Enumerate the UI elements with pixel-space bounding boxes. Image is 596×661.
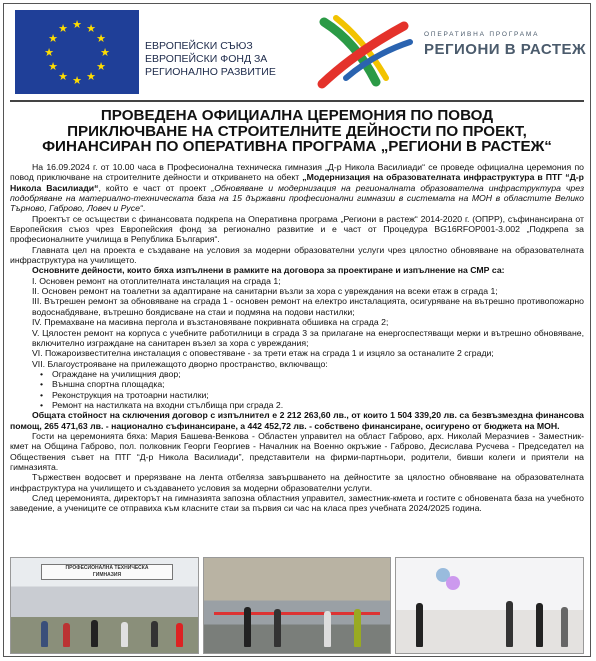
svg-text:★: ★ <box>96 60 106 73</box>
program-logo-text <box>424 31 586 58</box>
bullet-item: • Ограждане на училищния двор; <box>10 369 584 379</box>
person-figure <box>151 621 158 647</box>
person-figure <box>561 607 568 647</box>
object-name: „Модернизация на образователната инфраструктура в ПТГ “Д-р Никола Василиади“ <box>10 172 584 193</box>
svg-text:★: ★ <box>58 22 68 35</box>
eu-fund-label <box>145 40 276 79</box>
sign-line-2: ГИМНАЗИЯ <box>92 572 122 578</box>
regions-in-growth-logo-icon <box>316 12 416 92</box>
person-figure <box>324 611 331 647</box>
eu-line-1: ЕВРОПЕЙСКИ СЪЮЗ <box>145 40 253 52</box>
article-title <box>10 108 584 155</box>
program-name: РЕГИОНИ В РАСТЕЖ <box>424 41 587 58</box>
school-sign <box>41 564 173 580</box>
svg-text:★: ★ <box>44 46 54 59</box>
person-figure <box>41 621 48 647</box>
title-line-3: ФИНАНСИРАН ПО ОПЕРАТИВНА ПРОГРАМА „РЕГИОНИ В РАСТЕЖ“ <box>42 138 552 155</box>
classroom-photo <box>395 557 584 654</box>
balloon <box>446 576 460 590</box>
activity-item: III. Вътрешен ремонт за обновяване на сграда 1 - основен ремонт на електро инсталацията, осигуряване на вътрешно противопожарно водоснабдяване, вътрешно боядисване на стаи и подмяна на подови настилки; <box>32 296 584 317</box>
total-cost-paragraph: Общата стойност на сключения договор с изпълнител е 2 212 263,60 лв., от които 1 504 339,20 лв. са безвъзмездна финансова помощ, 265 471,63 лв. - национално съфинансиране, а 442 452,72 лв. - собствено финансиране, осигурено от бюджета на МОН. <box>10 410 584 431</box>
bullet-item: • Реконструкция на тротоарни настилки; <box>10 390 584 400</box>
program-subtitle: ОПЕРАТИВНА ПРОГРАМА <box>424 31 540 38</box>
paragraph-guests: Гости на церемонията бяха: Мария Башева-Венкова - Областен управител на област Габрово, арх. Николай Меразчиев - Заместник-кмет на Община Габрово, пол. полковник Георги Георгиев - Началник на Военно окръжие - Габрово, Десислава Русчева - Председател на Обществения съвет на ПТГ “Д-р Никола Василиади”, представители на фирми-партньори, родители, бивши колеги и приятели на гимназията. <box>10 430 584 472</box>
bullet-item: • Ремонт на настилката на входни стълбища при сграда 2. <box>10 400 584 410</box>
person-figure <box>176 623 183 647</box>
activity-item: IV. Премахване на масивна пергола и възстановяване покривната обшивка на сграда 2; <box>32 317 389 328</box>
paragraph-after: След церемонията, директорът на гимназията запозна областния управител, заместник-кмета и гостите с обновената база на учебното заведение, а учениците се отправиха към класните стаи за първия си час на класа през учебната 2024/2025 година. <box>10 493 584 514</box>
sign-line-1: ПРОФЕСИОНАЛНА ТЕХНИЧЕСКА <box>65 565 149 571</box>
person-figure <box>274 609 281 647</box>
activity-item: VII. Благоустрояване на прилежащото дворно пространство, включващо: <box>32 358 328 369</box>
activity-item: I. Основен ремонт на отоплителната инсталация на сграда 1; <box>32 275 281 286</box>
paragraph-intro <box>10 162 584 214</box>
svg-text:★: ★ <box>86 70 96 83</box>
intro-text-end: . <box>142 203 146 214</box>
title-line-1: ПРОВЕДЕНА ОФИЦИАЛНА ЦЕРЕМОНИЯ ПО ПОВОД <box>100 107 494 124</box>
project-name: „Обновяване и модернизация на регионалната образователна инфраструктура чрез подобряване на материално-техническата база на 15 държавни професионални гимназии в системата на МОН в областите Велико Търново, Габрово, Ловеч и Русе“ <box>10 182 584 214</box>
paragraph-goal: Главната цел на проекта е създаване на условия за модерни образователни услуги чрез цялостно обновяване на образователната инфраструктура на училището. <box>10 244 584 266</box>
paragraph-funding: Проектът се осъществи с финансовата подкрепа на Оперативна програма „Региони в растеж“ 2014-2020 г. (ОПРР), съфинансирана от Европейския съюз чрез Европейския фонд за регионално развитие и е част от Процедура BG16RFOP001-3.002 „Подкрепа за професионалните училища в Република България“. <box>10 213 584 245</box>
person-figure <box>91 620 98 647</box>
svg-text:★: ★ <box>48 60 58 73</box>
eu-line-3: РЕГИОНАЛНО РАЗВИТИЕ <box>145 66 276 78</box>
svg-text:★: ★ <box>96 32 106 45</box>
paragraph-ribbon: Тържествен водосвет и прерязване на лента отбеляза завършването на дейностите за цялостно обновяване на образователната инфраструктура на училището и създаването условия за модерни образователни услуги. <box>10 472 584 493</box>
school-building-photo <box>10 557 199 654</box>
intro-text: На 16.09.2024 г. от 10.00 часа в Професионална техническа гимназия „Д-р Никола Василиади“ се проведе официална церемония по повод приключване на строителните дейности и откриването на обект <box>10 162 584 183</box>
person-figure <box>354 609 361 647</box>
ribbon-cutting-photo <box>203 557 392 654</box>
svg-text:★: ★ <box>72 18 82 31</box>
person-figure <box>536 603 543 647</box>
svg-text:★: ★ <box>48 32 58 45</box>
activity-item: II. Основен ремонт на тоалетни за адаптиране на санитарни възли за хора с увреждания на всеки етаж в сграда 1; <box>32 286 498 297</box>
activities-heading: Основните дейности, които бяха изпълнени в рамките на договора за проектиране и изпълнение на СМР са: <box>32 265 505 276</box>
activity-item: V. Цялостен ремонт на корпуса с учебните работилници в сграда 3 за прилагане на енергоспестяващи мерки и вътрешно обновяване, включително изграждане на санитарен възел за хора с увреждания; <box>32 327 584 348</box>
header-divider <box>10 100 584 102</box>
person-figure <box>121 622 128 647</box>
photo-strip <box>10 557 584 654</box>
svg-text:★: ★ <box>72 74 82 87</box>
article-frame <box>3 3 591 657</box>
eu-line-2: ЕВРОПЕЙСКИ ФОНД ЗА <box>145 53 268 65</box>
article-body <box>10 162 584 514</box>
person-figure <box>506 601 513 647</box>
bullet-item: • Външна спортна площадка; <box>10 379 584 389</box>
svg-text:★: ★ <box>100 46 110 59</box>
person-figure <box>63 623 70 647</box>
svg-text:★: ★ <box>86 22 96 35</box>
eu-stars-icon <box>15 10 139 94</box>
person-figure <box>244 607 251 647</box>
title-line-2: ПРИКЛЮЧВАНЕ НА СТРОИТЕЛНИТЕ ДЕЙНОСТИ ПО ПРОЕКТ, <box>67 122 527 140</box>
intro-text-cont: , който е част от проект <box>98 182 212 193</box>
eu-flag-logo <box>15 10 139 94</box>
svg-text:★: ★ <box>58 70 68 83</box>
activity-item: VI. Пожароизвестителна инсталация с оповестяване - за трети етаж на сграда 1 и изцяло за останалите 2 сгради; <box>32 348 494 359</box>
person-figure <box>416 603 423 647</box>
